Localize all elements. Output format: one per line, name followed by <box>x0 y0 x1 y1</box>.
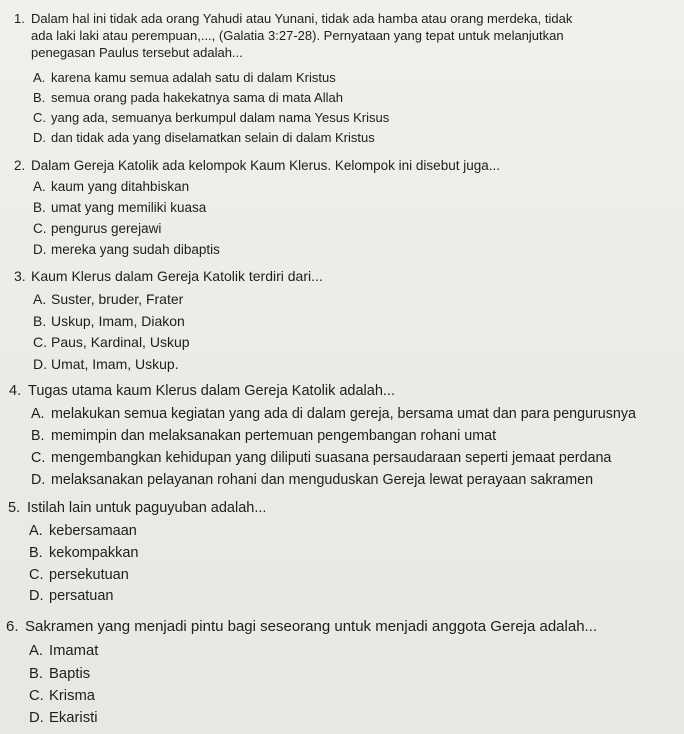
question-5 <box>8 500 678 517</box>
option-text: Uskup, Imam, Diakon <box>51 313 185 329</box>
option-letter: D. <box>29 588 44 604</box>
option-3b[interactable] <box>33 313 185 329</box>
option-letter: A. <box>33 70 46 85</box>
option-text: karena kamu semua adalah satu di dalam Kristus <box>51 70 336 85</box>
option-text: Umat, Imam, Uskup. <box>51 356 179 372</box>
question-stem-line: Istilah lain untuk paguyuban adalah... <box>27 500 267 516</box>
question-stem-line: Kaum Klerus dalam Gereja Katolik terdiri dari... <box>31 268 323 284</box>
option-text: Paus, Kardinal, Uskup <box>51 334 190 350</box>
question-4 <box>9 383 679 400</box>
option-1c[interactable] <box>33 110 389 125</box>
option-1a[interactable] <box>33 70 336 85</box>
question-stem-line: Dalam hal ini tidak ada orang Yahudi atau Yunani, tidak ada hamba atau orang merdeka, tidak <box>31 11 573 26</box>
option-3c[interactable] <box>33 334 190 350</box>
question-2 <box>14 157 676 174</box>
option-text: mereka yang sudah dibaptis <box>51 242 220 257</box>
option-letter: A. <box>29 523 43 539</box>
option-2d[interactable] <box>33 242 220 257</box>
option-letter: B. <box>31 428 45 444</box>
question-1 <box>14 10 676 61</box>
option-text: Suster, bruder, Frater <box>51 291 184 307</box>
option-text: melaksanakan pelayanan rohani dan menguduskan Gereja lewat perayaan sakramen <box>51 472 594 488</box>
option-letter: C. <box>33 221 47 236</box>
question-stem-line: Dalam Gereja Katolik ada kelompok Kaum Klerus. Kelompok ini disebut juga... <box>31 158 500 173</box>
option-5b[interactable] <box>29 545 138 561</box>
option-text: kebersamaan <box>49 523 137 539</box>
option-6a[interactable] <box>29 643 98 659</box>
option-letter: C. <box>29 688 44 704</box>
option-text: Krisma <box>49 688 96 704</box>
option-text: umat yang memiliki kuasa <box>51 200 207 215</box>
option-letter: C. <box>33 334 47 350</box>
option-letter: B. <box>33 90 46 105</box>
option-text: dan tidak ada yang diselamatkan selain di dalam Kristus <box>51 130 375 145</box>
option-text: Imamat <box>49 643 99 659</box>
option-text: kaum yang ditahbiskan <box>51 179 190 194</box>
option-3d[interactable] <box>33 356 179 372</box>
option-text: semua orang pada hakekatnya sama di mata Allah <box>51 90 343 105</box>
option-text: yang ada, semuanya berkumpul dalam nama Yesus Krisus <box>51 110 390 125</box>
option-letter: D. <box>33 242 47 257</box>
option-letter: C. <box>33 110 46 125</box>
option-text: persatuan <box>49 588 114 604</box>
option-5d[interactable] <box>29 588 114 604</box>
option-1d[interactable] <box>33 130 375 145</box>
option-letter: B. <box>33 200 46 215</box>
question-stem-line: Tugas utama kaum Klerus dalam Gereja Katolik adalah... <box>28 383 395 399</box>
option-3a[interactable] <box>33 291 183 307</box>
option-2a[interactable] <box>33 179 189 194</box>
question-number: 5. <box>8 500 21 516</box>
option-letter: A. <box>31 406 45 422</box>
option-1b[interactable] <box>33 90 343 105</box>
question-number: 1. <box>14 11 25 26</box>
question-6 <box>6 618 678 635</box>
option-4b[interactable] <box>31 428 496 444</box>
option-letter: C. <box>31 450 46 466</box>
option-2b[interactable] <box>33 200 206 215</box>
option-6d[interactable] <box>29 710 98 726</box>
option-letter: D. <box>33 356 47 372</box>
option-6b[interactable] <box>29 666 90 682</box>
option-text: mengembangkan kehidupan yang diliputi suasana persaudaraan seperti jemaat perdana <box>51 450 612 466</box>
question-number: 3. <box>14 268 26 284</box>
option-text: kekompakkan <box>49 545 139 561</box>
option-5a[interactable] <box>29 523 137 539</box>
option-letter: B. <box>29 666 43 682</box>
option-letter: D. <box>31 472 46 488</box>
option-letter: D. <box>33 130 46 145</box>
option-6c[interactable] <box>29 688 95 704</box>
option-letter: A. <box>33 179 46 194</box>
option-letter: A. <box>29 643 43 659</box>
option-5c[interactable] <box>29 567 129 583</box>
option-text: memimpin dan melaksanakan pertemuan pengembangan rohani umat <box>51 428 497 444</box>
option-text: persekutuan <box>49 567 129 583</box>
option-4d[interactable] <box>31 472 593 488</box>
option-4c[interactable] <box>31 450 611 466</box>
question-stem-line: ada laki laki atau perempuan,..., (Galatia 3:27-28). Pernyataan yang tepat untuk melanjutkan <box>31 28 564 43</box>
question-number: 2. <box>14 158 26 173</box>
option-letter: A. <box>33 291 47 307</box>
option-text: Ekaristi <box>49 710 98 726</box>
option-4a[interactable] <box>31 406 636 422</box>
option-2c[interactable] <box>33 221 161 236</box>
option-letter: B. <box>33 313 47 329</box>
question-3 <box>14 268 676 285</box>
option-letter: D. <box>29 710 44 726</box>
option-text: pengurus gerejawi <box>51 221 162 236</box>
question-stem-line: Sakramen yang menjadi pintu bagi seseorang untuk menjadi anggota Gereja adalah... <box>25 618 598 635</box>
option-text: Baptis <box>49 666 91 682</box>
question-stem-line: penegasan Paulus tersebut adalah... <box>31 45 243 60</box>
option-letter: B. <box>29 545 43 561</box>
option-text: melakukan semua kegiatan yang ada di dalam gereja, bersama umat dan para pengurusnya <box>51 406 636 422</box>
question-number: 4. <box>9 383 22 399</box>
option-letter: C. <box>29 567 44 583</box>
question-number: 6. <box>6 618 19 635</box>
